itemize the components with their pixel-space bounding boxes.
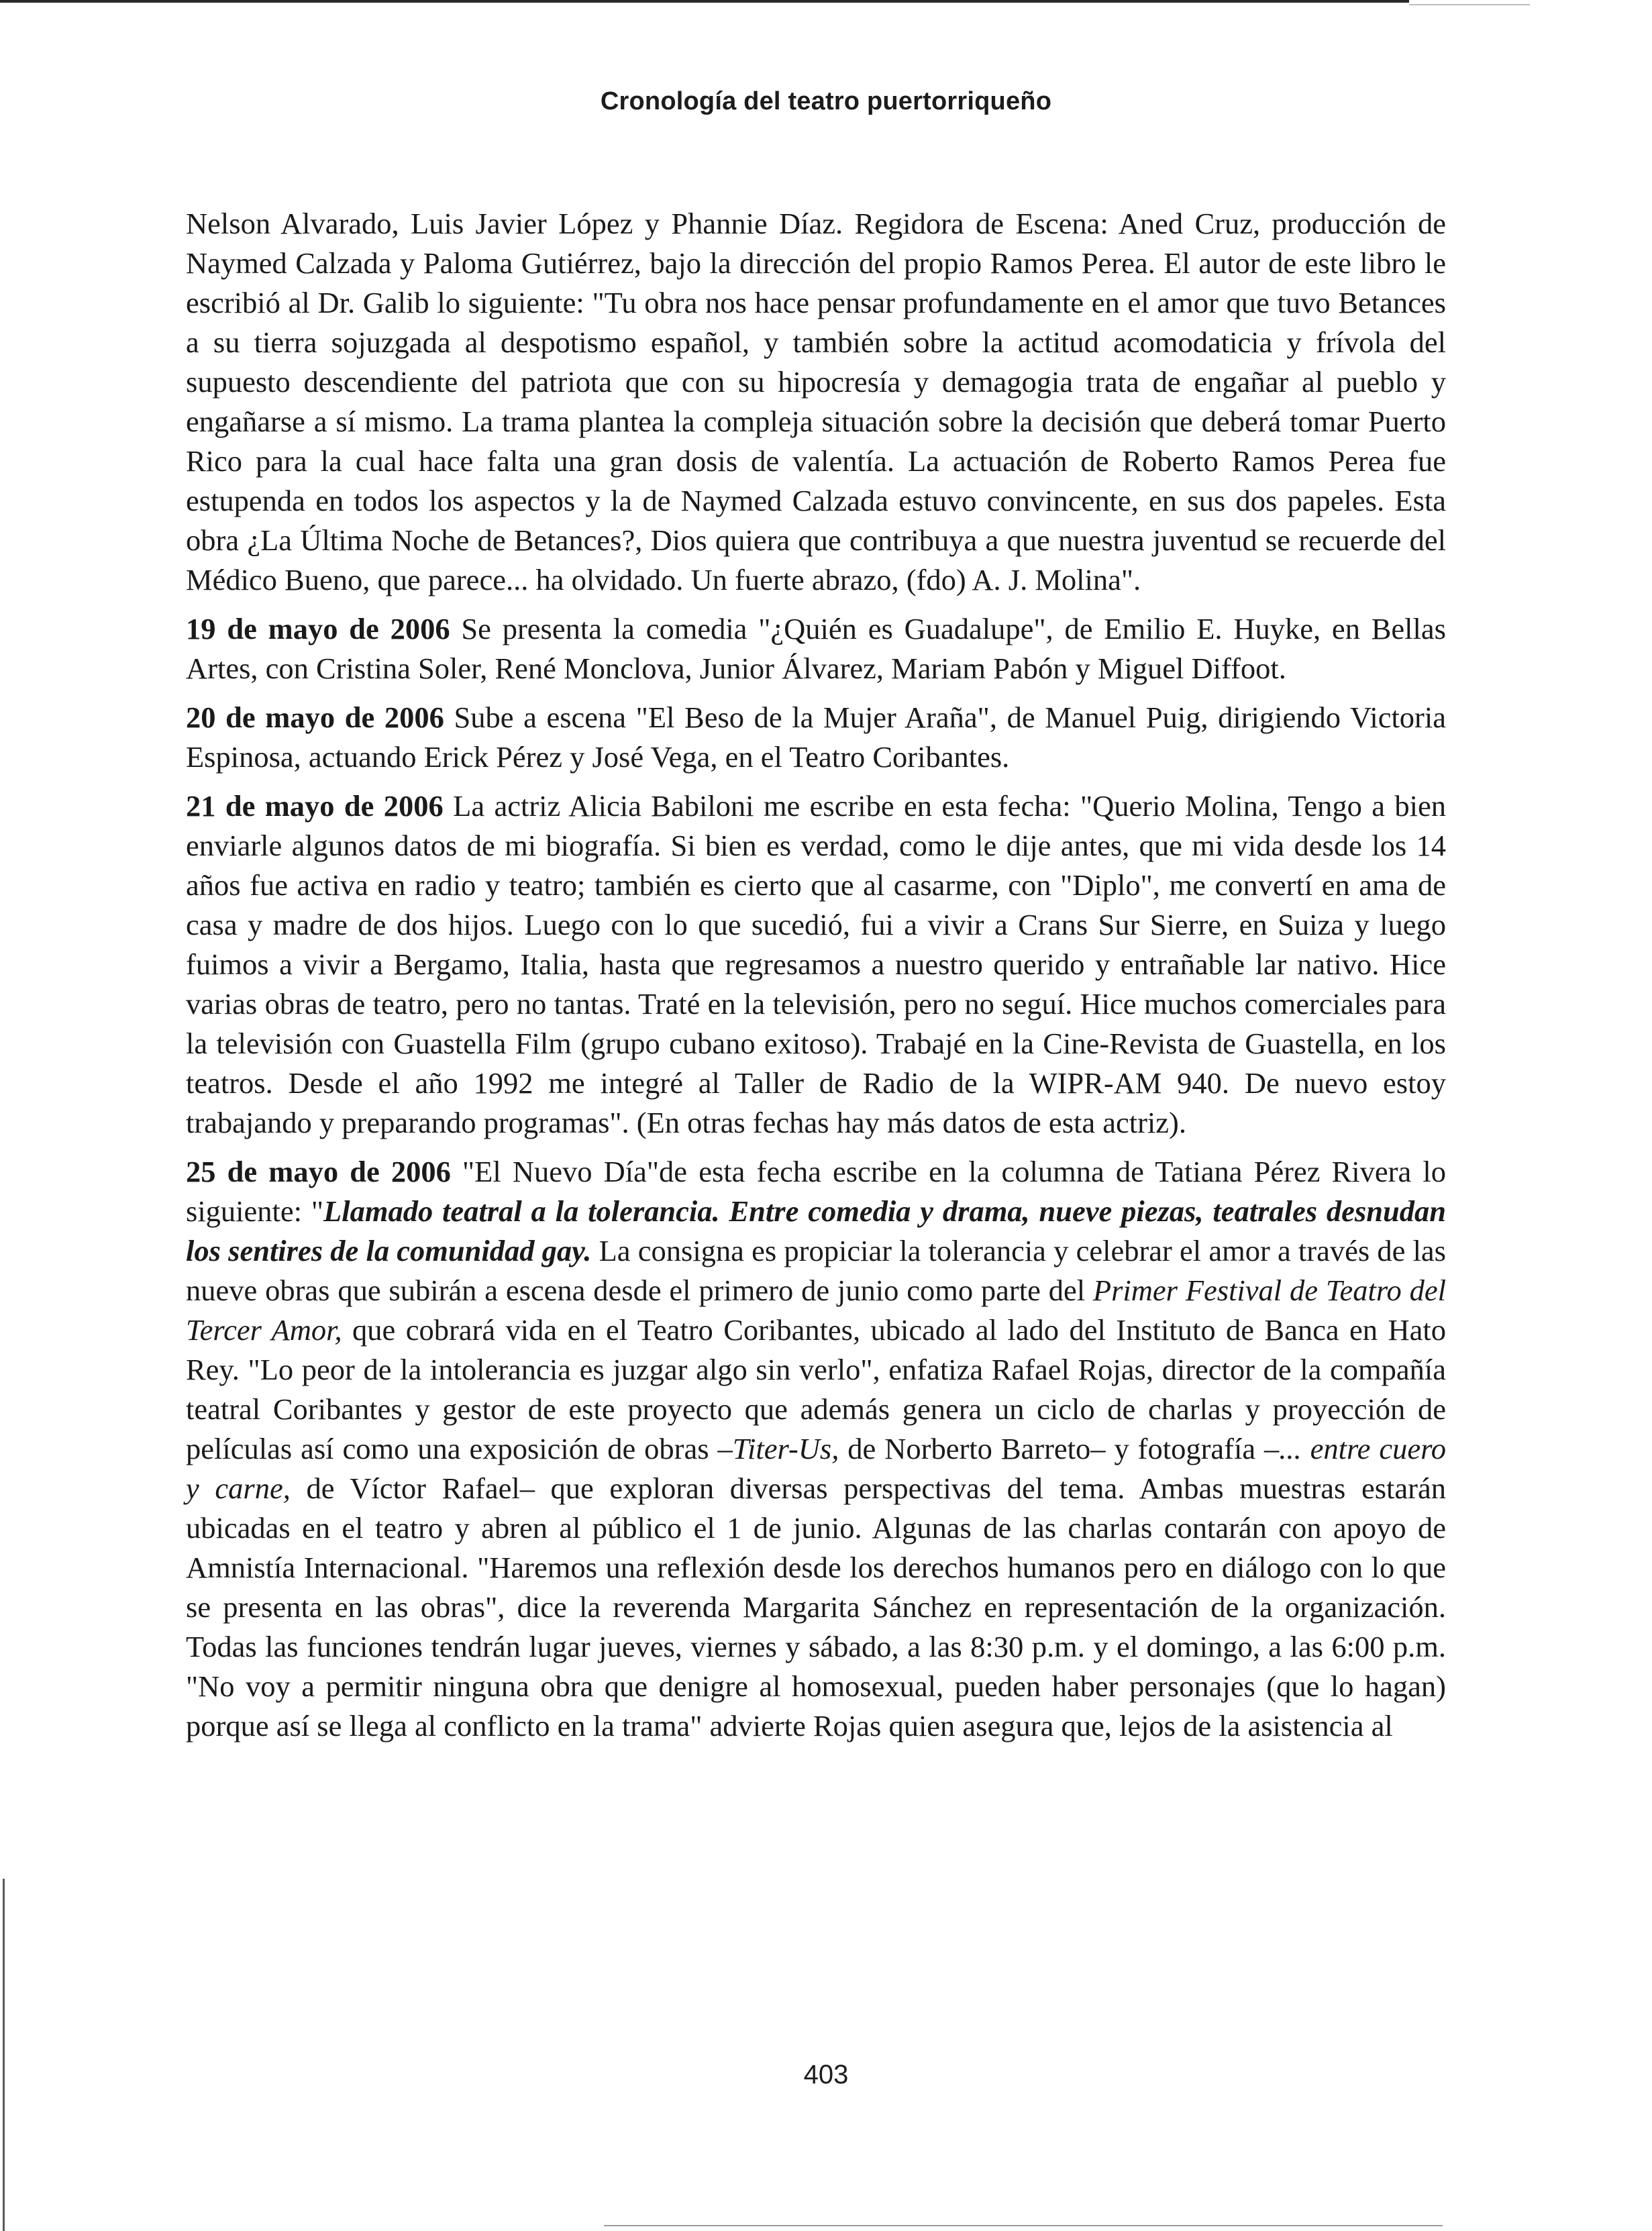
- entry-text-part5: de Víctor Rafael– que exploran diversas perspectivas del tema. Ambas muestras estarán ubicadas en el teatro y abren al público el 1 de junio. Algunas de las charlas contarán con apoyo de Amnistía Internacional. "Haremos una reflexión desde los derechos humanos pero en diálogo con lo que se presenta en las obras", dice la reverenda Margarita Sánchez en representación de la organización. Todas las funciones tendrán lugar jueves, viernes y sábado, a las 8:30 p.m. y el domingo, a las 6:00 p.m. "No voy a permitir ninguna obra que denigre al homosexual, pueden haber personajes (que lo hagan) porque así se llega al conflicto en la trama" advierte Rojas quien asegura que, lejos de la asistencia al: [186, 1471, 1446, 1743]
- entry-19-mayo-2006: [186, 609, 1446, 688]
- paragraph-continuation: [186, 204, 1446, 600]
- running-head: Cronología del teatro puertorriqueño: [600, 87, 1052, 115]
- entry-text-part3: que cobrará vida en el Teatro Coribantes, ubicado al lado del Instituto de Banca en Hato Rey. "Lo peor de la intolerancia es juzgar algo sin verlo", enfatiza Rafael Rojas, director de la compañía teatral Coribantes y gestor de este proyecto que además genera un ciclo de charlas y proyección de películas así como una exposición de obras –: [186, 1313, 1446, 1465]
- top-scan-rule-faint: [1409, 4, 1530, 5]
- entry-text: Se presenta la comedia "¿Quién es Guadalupe", de Emilio E. Huyke, en Bellas Artes, con Cristina Soler, René Monclova, Junior Álvarez, Mariam Pabón y Miguel Diffoot.: [186, 612, 1446, 685]
- entry-date: 21 de mayo de 2006: [186, 789, 444, 823]
- entry-text: Sube a escena "El Beso de la Mujer Araña", de Manuel Puig, dirigiendo Victoria Espinosa, actuando Erick Pérez y José Vega, en el Teatro Coribantes.: [186, 701, 1446, 774]
- entry-25-mayo-2006: [186, 1152, 1446, 1746]
- entry-20-mayo-2006: [186, 698, 1446, 777]
- work-title-entre-cuero: ... entre cuero y carne,: [186, 1432, 1446, 1505]
- entry-date: 20 de mayo de 2006: [186, 701, 444, 734]
- paragraph-text: Nelson Alvarado, Luis Javier López y Phannie Díaz. Regidora de Escena: Aned Cruz, producción de Naymed Calzada y Paloma Gutiérrez, bajo la dirección del propio Ramos Perea. El autor de este libro le escribió al Dr. Galib lo siguiente: "Tu obra nos hace pensar profundamente en el amor que tuvo Betances a su tierra sojuzgada al despotismo español, y también sobre la actitud acomodaticia y frívola del supuesto descendiente del patriota que con su hipocresía y demagogia trata de engañar al pueblo y engañarse a sí mismo. La trama plantea la compleja situación sobre la decisión que deberá tomar Puerto Rico para la cual hace falta una gran dosis de valentía. La actuación de Roberto Ramos Perea fue estupenda en todos los aspectos y la de Naymed Calzada estuvo convincente, en sus dos papeles. Esta obra ¿La Última Noche de Betances?, Dios quiera que contribuya a que nuestra juventud se recuerde del Médico Bueno, que parece... ha olvidado. Un fuerte abrazo, (fdo) A. J. Molina".: [186, 207, 1446, 596]
- bottom-scan-rule: [604, 2225, 1443, 2226]
- entry-date: 19 de mayo de 2006: [186, 612, 450, 645]
- body-text: [186, 204, 1446, 1755]
- page-number: 403: [803, 2060, 849, 2089]
- entry-text-part4: de Norberto Barreto– y fotografía –: [839, 1432, 1280, 1465]
- entry-text-part2: La consigna es propiciar la tolerancia y celebrar el amor a través de las nueve obras que subirán a escena desde el primero de junio como parte del: [186, 1234, 1446, 1307]
- work-title-titer-us: Titer-Us,: [732, 1432, 839, 1465]
- top-scan-rule: [0, 0, 1409, 3]
- article-headline: Llamado teatral a la tolerancia. Entre comedia y drama, nueve piezas, teatrales desnudan los sentires de la comunidad gay.: [186, 1194, 1446, 1267]
- left-scan-edge: [3, 1879, 5, 2231]
- entry-date: 25 de mayo de 2006: [186, 1155, 451, 1188]
- entry-21-mayo-2006: [186, 786, 1446, 1143]
- entry-text: La actriz Alicia Babiloni me escribe en esta fecha: "Querio Molina, Tengo a bien enviarle algunos datos de mi biografía. Si bien es verdad, como le dije antes, que mi vida desde los 14 años fue activa en radio y teatro; también es cierto que al casarme, con "Diplo", me convertí en ama de casa y madre de dos hijos. Luego con lo que sucedió, fui a vivir a Crans Sur Sierre, en Suiza y luego fuimos a vivir a Bergamo, Italia, hasta que regresamos a nuestro querido y entrañable lar nativo. Hice varias obras de teatro, pero no tantas. Traté en la televisión, pero no seguí. Hice muchos comerciales para la televisión con Guastella Film (grupo cubano exitoso). Trabajé en la Cine-Revista de Guastella, en los teatros. Desde el año 1992 me integré al Taller de Radio de la WIPR-AM 940. De nuevo estoy trabajando y preparando programas". (En otras fechas hay más datos de esta actriz).: [186, 789, 1446, 1139]
- entry-text-part1: "El Nuevo Día"de esta fecha escribe en la columna de Tatiana Pérez Rivera lo siguiente: ": [186, 1155, 1446, 1228]
- festival-title: Primer Festival de Teatro del Tercer Amor,: [186, 1274, 1446, 1347]
